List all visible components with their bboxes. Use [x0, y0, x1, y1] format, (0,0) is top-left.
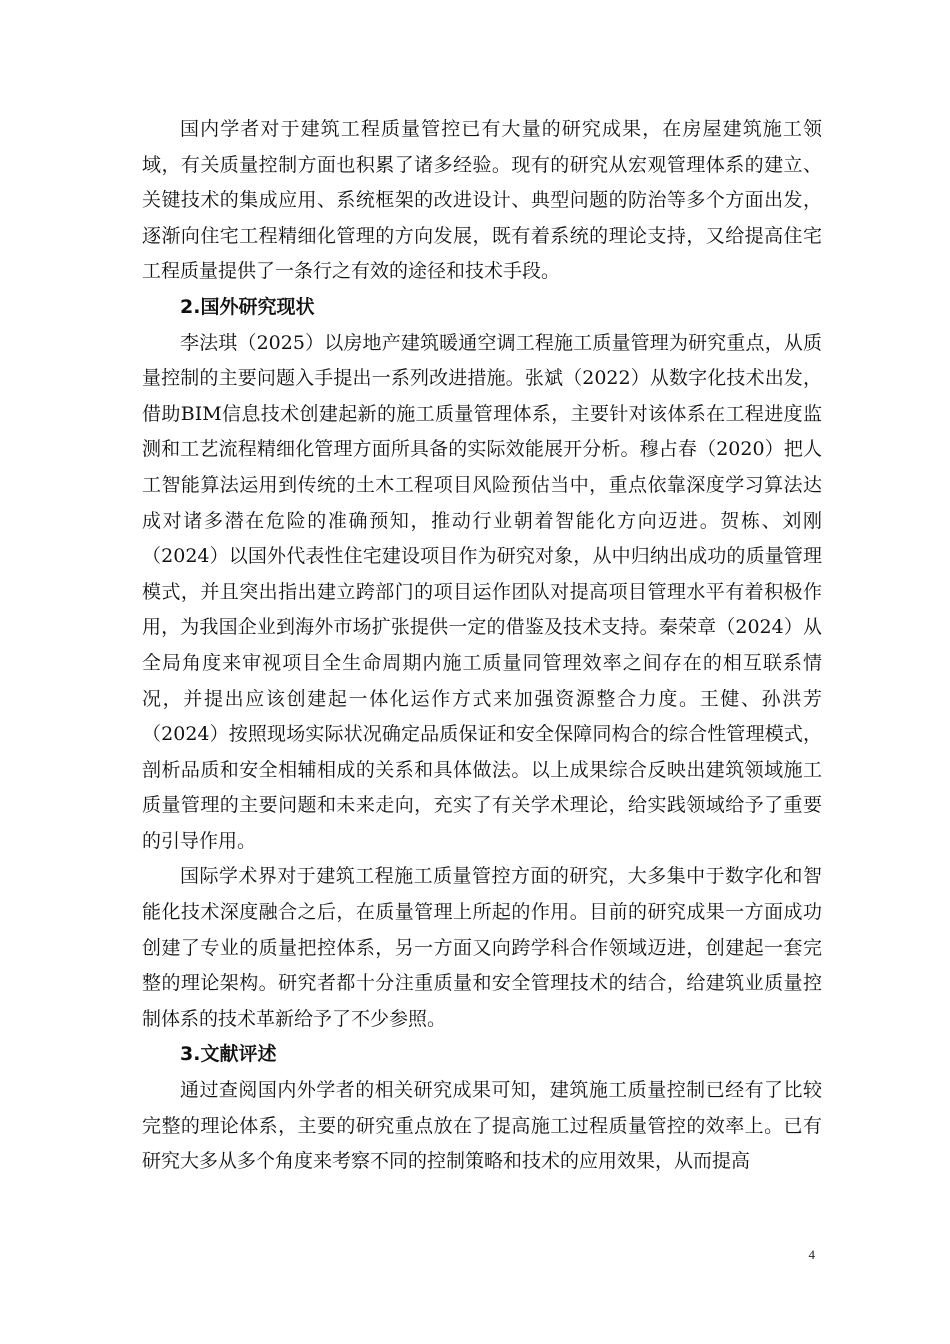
section-heading-literature-review: 3.文献评述 [180, 1043, 277, 1066]
paragraph-foreign-research-2: 国际学术界对于建筑工程施工质量管控方面的研究，大多集中于数字化和智能化技术深度融合之后，在质量管理上所起的作用。目前的研究成果一方面成功创建了专业的质量把控体系，另一方面又向跨学科合作领域迈进，创建起一套完整的理论架构。研究者都十分注重质量和安全管理技术的结合，给建筑业质量控制体系的技术革新给予了不少参照。 [142, 865, 822, 1030]
page-number: 4 [808, 1247, 815, 1262]
paragraph-domestic-summary: 国内学者对于建筑工程质量管控已有大量的研究成果，在房屋建筑施工领域，有关质量控制方面也积累了诸多经验。现有的研究从宏观管理体系的建立、关键技术的集成应用、系统框架的改进设计、典型问题的防治等多个方面出发，逐渐向住宅工程精细化管理的方向发展，既有着系统的理论支持，又给提高住宅工程质量提供了一条行之有效的途径和技术手段。 [142, 118, 822, 283]
paragraph-foreign-research-1: 李法琪（2025）以房地产建筑暖通空调工程施工质量管理为研究重点，从质量控制的主要问题入手提出一系列改进措施。张斌（2022）从数字化技术出发，借助BIM信息技术创建起新的施工质量管理体系，主要针对该体系在工程进度监测和工艺流程精细化管理方面所具备的实际效能展开分析。穆占春（2020）把人工智能算法运用到传统的土木工程项目风险预估当中，重点依靠深度学习算法达成对诸多潜在危险的准确预知，推动行业朝着智能化方向迈进。贺栋、刘刚（2024）以国外代表性住宅建设项目作为研究对象，从中归纳出成功的质量管理模式，并且突出指出建立跨部门的项目运作团队对提高项目管理水平有着积极作用，为我国企业到海外市场扩张提供一定的借鉴及技术支持。秦荣章（2024）从全局角度来审视项目全生命周期内施工质量同管理效率之间存在的相互联系情况，并提出应该创建起一体化运作方式来加强资源整合力度。王健、孙洪芳（2024）按照现场实际状况确定品质保证和安全保障同构合的综合性管理模式，剖析品质和安全相辅相成的关系和具体做法。以上成果综合反映出建筑领域施工质量管理的主要问题和未来走向，充实了有关学术理论，给实践领域给予了重要的引导作用。 [142, 331, 822, 852]
section-heading-foreign-research: 2.国外研究现状 [180, 295, 315, 318]
paragraph-literature-review: 通过查阅国内外学者的相关研究成果可知，建筑施工质量控制已经有了比较完整的理论体系，主要的研究重点放在了提高施工过程质量管控的效率上。已有研究大多从多个角度来考察不同的控制策略和技术的应用效果，从而提高 [142, 1079, 822, 1173]
document-body [142, 112, 822, 1180]
